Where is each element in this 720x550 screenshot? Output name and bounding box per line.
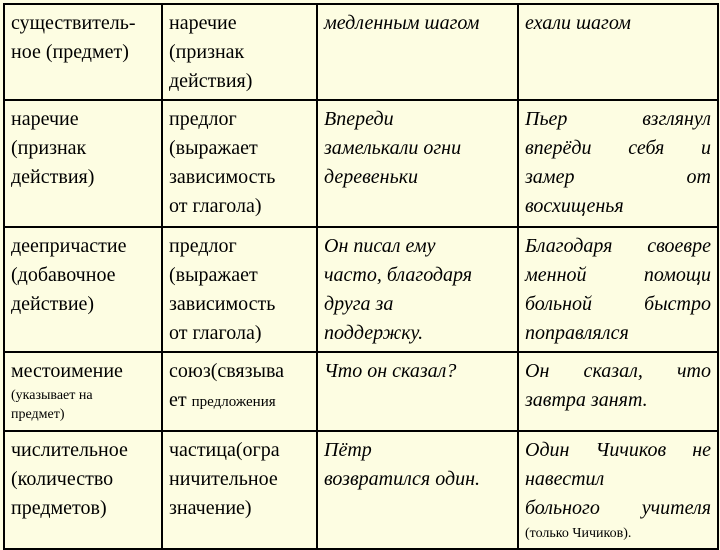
part-of-speech-cell	[4, 227, 162, 352]
cell-line: вперёди себя и	[525, 137, 711, 159]
part-of-speech-cell	[162, 100, 317, 227]
cell-line: предметов)	[11, 497, 107, 519]
table-row	[4, 227, 718, 352]
cell-note-line: предмет)	[11, 407, 65, 422]
cell-line: завтра занят.	[525, 389, 648, 411]
grammar-table	[3, 3, 719, 550]
cell-line: навестил	[525, 468, 605, 490]
example-cell	[518, 100, 718, 227]
example-cell	[317, 431, 518, 549]
cell-line: замелькали огни	[324, 137, 462, 159]
cell-line: больной быстро	[525, 293, 711, 315]
cell-line: от глагола)	[169, 322, 262, 344]
example-cell	[317, 227, 518, 352]
cell-line: действия)	[11, 166, 95, 188]
cell-line: ехали шагом	[525, 12, 631, 34]
example-cell	[518, 431, 718, 549]
part-of-speech-cell	[4, 352, 162, 431]
cell-note-line: (только Чичиков).	[525, 526, 632, 541]
part-of-speech-cell	[162, 431, 317, 549]
example-cell	[518, 227, 718, 352]
example-cell	[317, 4, 518, 100]
cell-line: Пётр	[324, 439, 372, 461]
cell-line: (признак	[11, 137, 87, 159]
part-of-speech-cell	[162, 352, 317, 431]
cell-line: (добавочное	[11, 264, 116, 286]
part-of-speech-cell	[4, 431, 162, 549]
cell-line: Он писал ему	[324, 235, 436, 257]
cell-text: ет	[169, 389, 187, 411]
cell-line: существитель-	[11, 12, 136, 34]
cell-line: деепричастие	[11, 235, 127, 257]
cell-line: возвратился один.	[324, 468, 480, 490]
cell-line: поправлялся	[525, 322, 629, 344]
cell-line: (выражает	[169, 137, 258, 159]
cell-note-line: (указывает на	[11, 388, 93, 403]
cell-line: Что он сказал?	[324, 360, 457, 382]
example-cell	[317, 352, 518, 431]
cell-line: Пьер взглянул	[525, 108, 711, 130]
cell-line: замер от	[525, 166, 711, 188]
cell-line: ное (предмет)	[11, 41, 129, 63]
cell-line: Он сказал, что	[525, 360, 711, 382]
part-of-speech-cell	[4, 4, 162, 100]
cell-line: зависимость	[169, 166, 276, 188]
cell-line: менной помощи	[525, 264, 711, 286]
cell-line: ничительное	[169, 468, 278, 490]
cell-line: (количество	[11, 468, 114, 490]
table-row	[4, 431, 718, 549]
cell-line-mixed	[169, 386, 310, 417]
cell-line: зависимость	[169, 293, 276, 315]
example-cell	[518, 352, 718, 431]
table-row	[4, 4, 718, 100]
cell-line: медленным шагом	[324, 12, 480, 34]
cell-line: поддержку.	[324, 322, 424, 344]
cell-line: местоимение	[11, 360, 123, 382]
cell-line: значение)	[169, 497, 252, 519]
cell-line: (признак	[169, 41, 245, 63]
cell-line: (выражает	[169, 264, 258, 286]
cell-line: больного учителя	[525, 497, 711, 519]
cell-line: числительное	[11, 439, 128, 461]
cell-line: от глагола)	[169, 195, 262, 217]
cell-line: Один Чичиков не	[525, 439, 711, 461]
cell-line: восхищенья	[525, 195, 624, 217]
cell-line: частица(огра	[169, 439, 280, 461]
example-cell	[317, 100, 518, 227]
cell-line: друга за	[324, 293, 394, 315]
cell-line: часто, благодаря	[324, 264, 473, 286]
cell-line: предлог	[169, 108, 237, 130]
cell-line: Благодаря своевре	[525, 235, 711, 257]
example-cell	[518, 4, 718, 100]
table-row	[4, 100, 718, 227]
part-of-speech-cell	[162, 227, 317, 352]
cell-line: предлог	[169, 235, 237, 257]
table-row	[4, 352, 718, 431]
cell-line: Впереди	[324, 108, 394, 130]
cell-line: деревеньки	[324, 166, 419, 188]
cell-line: наречие	[169, 12, 237, 34]
cell-note: предложения	[191, 394, 276, 410]
cell-line: действие)	[11, 293, 95, 315]
part-of-speech-cell	[4, 100, 162, 227]
cell-line: союз(связыва	[169, 360, 285, 382]
part-of-speech-cell	[162, 4, 317, 100]
cell-line: действия)	[169, 70, 253, 92]
cell-line: наречие	[11, 108, 79, 130]
